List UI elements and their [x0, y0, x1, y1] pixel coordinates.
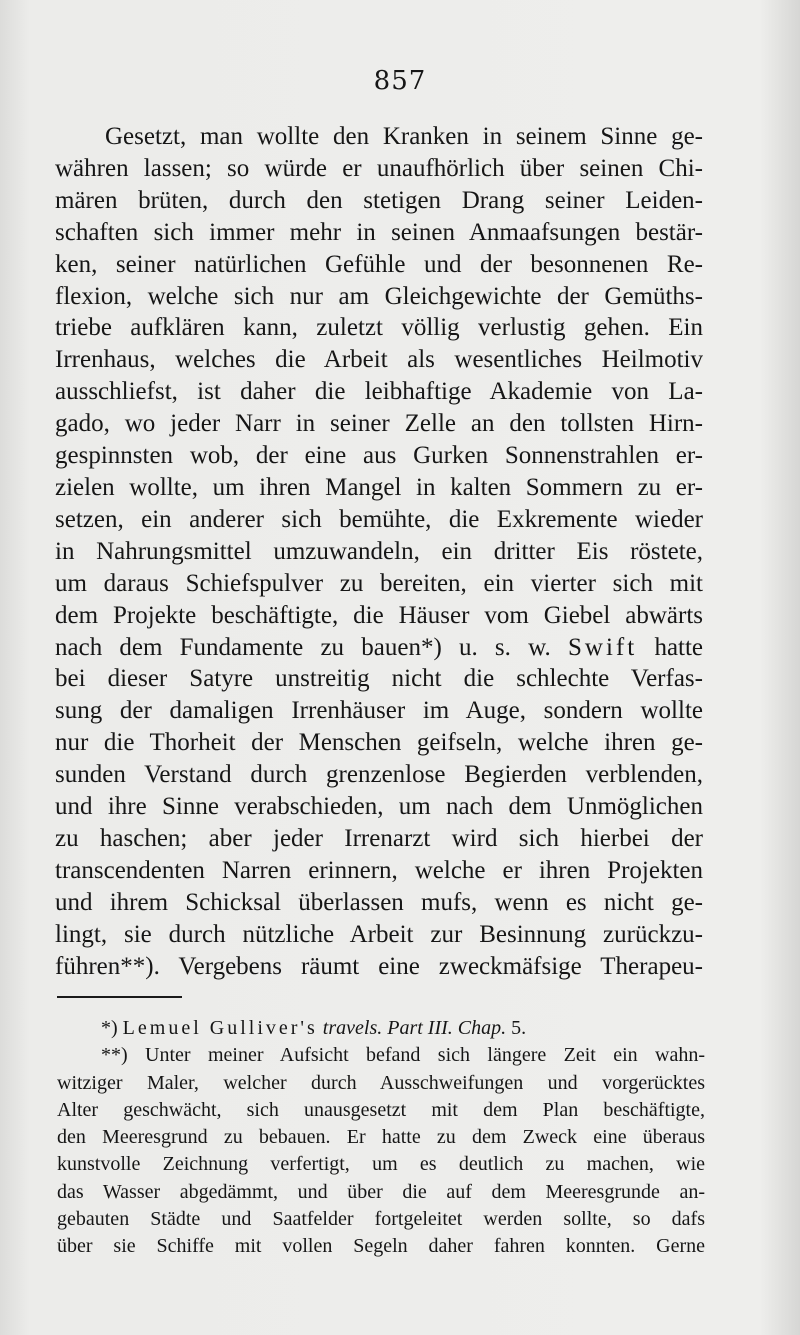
footnote-divider	[57, 996, 182, 998]
text-line: gado, wo jeder Narr in seiner Zelle an den tollsten Hirn-	[55, 410, 703, 438]
text-line: Irrenhaus, welches die Arbeit als wesentliches Heilmotiv	[55, 346, 703, 374]
main-text	[55, 121, 703, 982]
footnote-marker: *)	[101, 1017, 118, 1039]
spaced-name-swift: Swift	[568, 633, 638, 661]
footnote-chap: Chap.	[457, 1017, 507, 1039]
text-line: sunden Verstand durch grenzenlose Begierden verblenden,	[55, 761, 703, 789]
text-line: dem Projekte beschäftigte, die Häuser vom Giebel abwärts	[55, 601, 703, 629]
text-line: flexion, welche sich nur am Gleichgewichte der Gemüths-	[55, 282, 703, 310]
text-segment: nach dem Fundamente zu bauen*) u. s. w.	[55, 633, 551, 661]
footnote-part: Part III.	[387, 1017, 453, 1039]
footnote-2-line: **) Unter meiner Aufsicht befand sich längere Zeit ein wahn-	[101, 1044, 705, 1067]
footnote-2-line: gebauten Städte und Saatfelder fortgeleitet werden sollte, so dafs	[57, 1208, 705, 1231]
text-line: ausschliefst, ist daher die leibhaftige Akademie von La-	[55, 378, 703, 406]
text-line: gespinnsten wob, der eine aus Gurken Sonnenstrahlen er-	[55, 442, 703, 470]
footnote-2-line: Alter geschwächt, sich unausgesetzt mit dem Plan beschäftigte,	[57, 1098, 705, 1121]
text-line: triebe aufklären kann, zuletzt völlig verlustig gehen. Ein	[55, 314, 703, 342]
text-line: in Nahrungsmittel umzuwandeln, ein dritter Eis röstete,	[55, 537, 703, 565]
footnotes	[57, 1015, 705, 1261]
text-line: führen**). Vergebens räumt eine zweckmäfsige Therapeu-	[55, 952, 703, 980]
text-line: sung der damaligen Irrenhäuser im Auge, sondern wollte	[55, 697, 703, 725]
text-line: Gesetzt, man wollte den Kranken in seinem Sinne ge-	[105, 123, 703, 150]
text-line: transcendenten Narren erinnern, welche er ihren Projekten	[55, 856, 703, 884]
text-line: lingt, sie durch nützliche Arbeit zur Besinnung zurückzu-	[55, 920, 703, 948]
text-line: und ihre Sinne verabschieden, um nach dem Unmöglichen	[55, 793, 703, 821]
footnote-2-line: über sie Schiffe mit vollen Segeln daher fahren konnten. Gerne	[57, 1235, 705, 1258]
text-line: zielen wollte, um ihren Mangel in kalten Sommern zu er-	[55, 473, 703, 501]
footnote-2-line: witziger Maler, welcher durch Ausschweifungen und vorgerücktes	[57, 1071, 705, 1094]
text-line: bei dieser Satyre unstreitig nicht die schlechte Verfas-	[55, 665, 703, 693]
text-line: währen lassen; so würde er unaufhörlich über seinen Chi-	[55, 154, 703, 182]
text-line	[55, 632, 703, 664]
footnote-title: travels.	[322, 1017, 383, 1039]
footnote-chap-number: 5.	[511, 1017, 527, 1039]
text-line: um daraus Schiefspulver zu bereiten, ein vierter sich mit	[55, 569, 703, 597]
footnote-2-line: das Wasser abgedämmt, und über die auf dem Meeresgrunde an-	[57, 1180, 705, 1203]
text-line: zu haschen; aber jeder Irrenarzt wird sich hierbei der	[55, 824, 703, 852]
text-line: nur die Thorheit der Menschen geifseln, welche ihren ge-	[55, 729, 703, 757]
text-line: schaften sich immer mehr in seinen Anmaafsungen bestär-	[55, 218, 703, 246]
footnote-2-line: den Meeresgrund zu bebauen. Er hatte zu dem Zweck eine überaus	[57, 1126, 705, 1149]
footnote-1	[57, 1015, 705, 1042]
footnote-author: Lemuel Gulliver's	[122, 1017, 318, 1039]
footnote-2-line: kunstvolle Zeichnung verfertigt, um es deutlich zu machen, wie	[57, 1153, 705, 1176]
text-segment: hatte	[654, 633, 704, 661]
text-line: und ihrem Schicksal überlassen mufs, wenn es nicht ge-	[55, 888, 703, 916]
text-line: ken, seiner natürlichen Gefühle und der besonnenen Re-	[55, 250, 703, 278]
page-number: 857	[373, 66, 427, 96]
text-line: setzen, ein anderer sich bemühte, die Exkremente wieder	[55, 505, 703, 533]
text-line: mären brüten, durch den stetigen Drang seiner Leiden-	[55, 186, 703, 214]
